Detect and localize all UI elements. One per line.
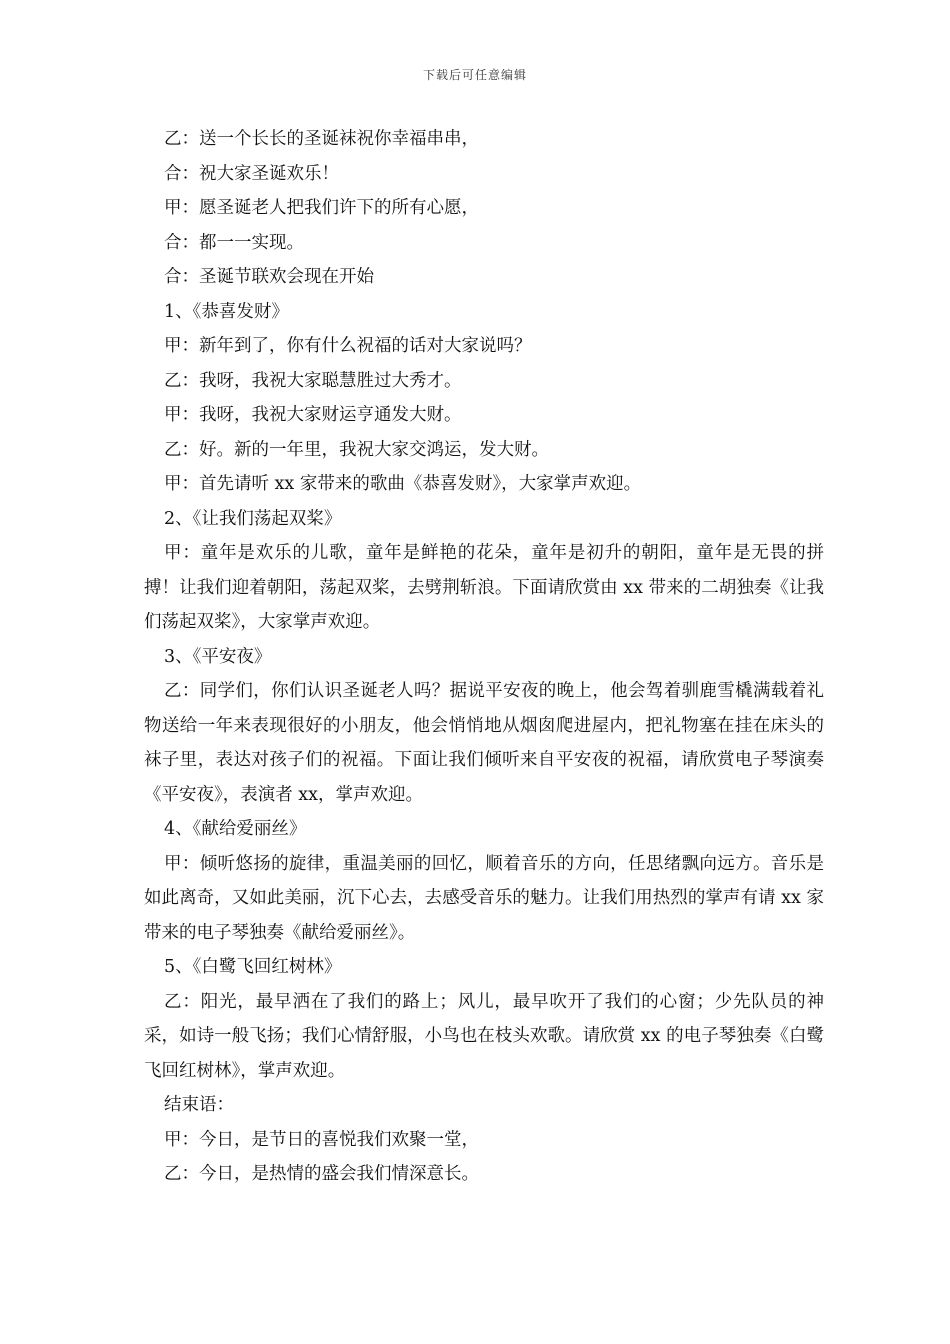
dialogue-paragraph: 乙：阳光，最早洒在了我们的路上；风儿，最早吹开了我们的心窗；少先队员的神采，如诗一般飞扬；我们心情舒服，小鸟也在枝头欢歌。请欣赏 xx 的电子琴独奏《白鹭飞回红树林》，掌声欢迎。 xyxy=(144,991,824,1081)
program-heading: 1、《恭喜发财》 xyxy=(164,301,289,322)
dialogue-line: 合：圣诞节联欢会现在开始 xyxy=(164,267,374,287)
dialogue-paragraph: 甲：倾听悠扬的旋律，重温美丽的回忆，顺着音乐的方向，任思绪飘向远方。音乐是如此离奇，又如此美丽，沉下心去，去感受音乐的魅力。让我们用热烈的掌声有请 xx 家带来的电子琴独奏《献给爱丽丝》。 xyxy=(144,853,824,943)
program-heading: 4、《献给爱丽丝》 xyxy=(164,819,307,839)
dialogue-line: 合：都一一实现。 xyxy=(164,232,304,253)
dialogue-line: 乙：我呀，我祝大家聪慧胜过大秀才。 xyxy=(164,370,462,391)
dialogue-line: 合：祝大家圣诞欢乐！ xyxy=(164,163,339,184)
dialogue-paragraph: 甲：童年是欢乐的儿歌，童年是鲜艳的花朵，童年是初升的朝阳，童年是无畏的拼搏！让我们迎着朝阳，荡起双桨，去劈荆斩浪。下面请欣赏由 xx 带来的二胡独奏《让我们荡起双桨》，大家掌声欢迎。 xyxy=(144,543,824,632)
dialogue-line: 乙：今日，是热情的盛会我们情深意长。 xyxy=(164,1164,479,1184)
dialogue-line: 乙：送一个长长的圣诞袜祝你幸福串串， xyxy=(164,129,479,149)
dialogue-line: 甲：新年到了，你有什么祝福的话对大家说吗？ xyxy=(164,336,532,356)
dialogue-line: 甲：首先请听 xx 家带来的歌曲《恭喜发财》，大家掌声欢迎。 xyxy=(164,474,642,494)
program-heading: 3、《平安夜》 xyxy=(164,646,272,667)
program-heading: 5、《白鹭飞回红树林》 xyxy=(164,957,342,977)
dialogue-line: 甲：我呀，我祝大家财运亨通发大财。 xyxy=(164,405,462,425)
dialogue-line: 甲：愿圣诞老人把我们许下的所有心愿， xyxy=(164,198,479,218)
closing-heading: 结束语： xyxy=(164,1095,234,1115)
document-body xyxy=(144,122,824,1192)
dialogue-line: 甲：今日，是节日的喜悦我们欢聚一堂， xyxy=(164,1129,479,1150)
page-header-note: 下载后可任意编辑 xyxy=(422,68,527,82)
program-heading: 2、《让我们荡起双桨》 xyxy=(164,508,342,529)
dialogue-line: 乙：好。新的一年里，我祝大家交鸿运，发大财。 xyxy=(164,439,549,460)
dialogue-paragraph: 乙：同学们，你们认识圣诞老人吗？据说平安夜的晚上，他会驾着驯鹿雪橇满载着礼物送给一年来表现很好的小朋友，他会悄悄地从烟囱爬进屋内，把礼物塞在挂在床头的袜子里，表达对孩子们的祝福。下面让我们倾听来自平安夜的祝福，请欣赏电子琴演奏《平安夜》，表演者 xx，掌声欢迎。 xyxy=(144,681,824,805)
